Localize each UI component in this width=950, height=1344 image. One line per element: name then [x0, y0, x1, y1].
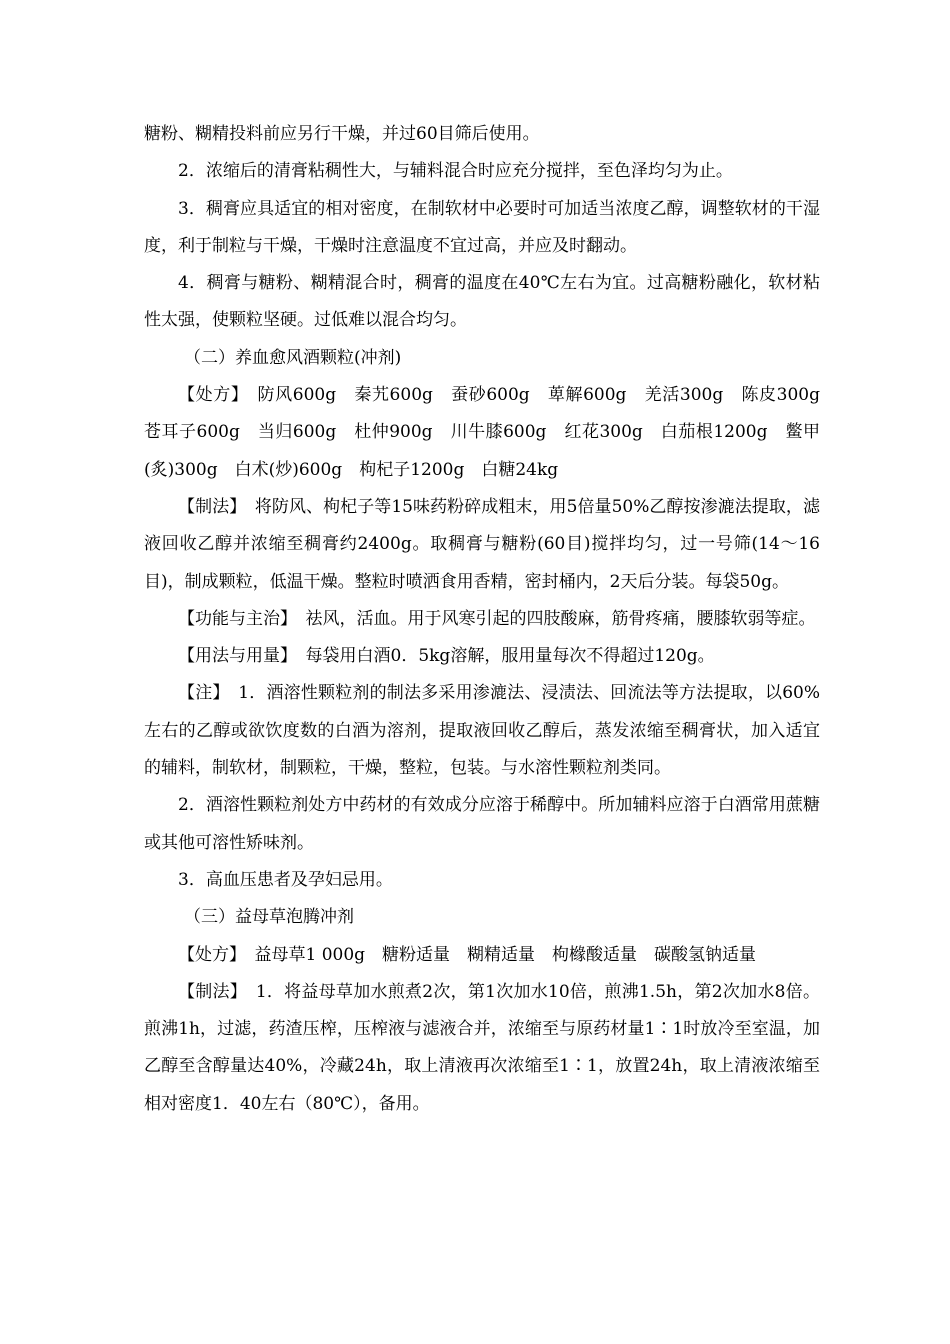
paragraph: 糖粉、糊精投料前应另行干燥，并过60目筛后使用。: [144, 124, 540, 144]
paragraph: 4．稠膏与糖粉、糊精混合时，稠膏的温度在40℃左右为宜。过高糖粉融化，软材粘性太强，使颗粒坚硬。过低难以混合均匀。: [144, 273, 820, 331]
paragraph-indications: 【功能与主治】 祛风，活血。用于风寒引起的四肢酸麻，筋骨疼痛，腰膝软弱等症。: [178, 608, 816, 629]
paragraph: 2．酒溶性颗粒剂处方中药材的有效成分应溶于稀醇中。所加辅料应溶于白酒常用蔗糖或其他可溶性矫味剂。: [144, 795, 820, 853]
document-body: [144, 116, 837, 1123]
paragraph-preparation: 【制法】 1．将益母草加水煎煮2次，第1次加水10倍，煎沸1.5h，第2次加水8倍。煎沸1h，过滤，药渣压榨，压榨液与滤液合并，浓缩至与原药材量1∶1时放冷至室温，加乙醇至含醇量达40%，冷藏24h，取上清液再次浓缩至1∶1，放置24h，取上清液浓缩至相对密度1．40左右（80℃），备用。: [144, 981, 820, 1114]
paragraph-note: 【注】 1．酒溶性颗粒剂的制法多采用渗漉法、浸渍法、回流法等方法提取，以60%左右的乙醇或欲饮度数的白酒为溶剂，提取液回收乙醇后，蒸发浓缩至稠膏状，加入适宜的辅料，制软材，制颗粒，干燥，整粒，包装。与水溶性颗粒剂类同。: [144, 683, 820, 779]
paragraph: 3．高血压患者及孕妇忌用。: [178, 869, 393, 890]
paragraph-preparation: 【制法】 将防风、枸杞子等15味药粉碎成粗末，用5倍量50%乙醇按渗漉法提取，滤液回收乙醇并浓缩至稠膏约2400g。取稠膏与糖粉(60目)搅拌均匀，过一号筛(14～16目)，制成颗粒，低温干燥。整粒时喷洒食用香精，密封桶内，2天后分装。每袋50g。: [144, 496, 820, 592]
section-heading: （二）养血愈风酒颗粒(冲剂): [184, 347, 402, 368]
paragraph-dosage: 【用法与用量】 每袋用白酒0．5kg溶解，服用量每次不得超过120g。: [178, 646, 715, 667]
paragraph: 3．稠膏应具适宜的相对密度，在制软材中必要时可加适当浓度乙醇，调整软材的干湿度，利于制粒与干燥，干燥时注意温度不宜过高，并应及时翻动。: [144, 198, 820, 256]
paragraph-prescription: 【处方】 防风600g 秦艽600g 蚕砂600g 萆解600g 羌活300g 陈皮300g 苍耳子600g 当归600g 杜仲900g 川牛膝600g 红花300g 白茄根1200g 鳖甲(炙)300g 白术(炒)600g 枸杞子1200g 白糖24kg: [144, 385, 837, 480]
paragraph: 2．浓缩后的清膏粘稠性大，与辅料混合时应充分搅拌，至色泽均匀为止。: [178, 161, 733, 182]
paragraph-prescription: 【处方】 益母草1 000g 糖粉适量 糊精适量 枸橼酸适量 碳酸氢钠适量: [178, 944, 757, 965]
section-heading: （三）益母草泡腾冲剂: [184, 907, 354, 928]
